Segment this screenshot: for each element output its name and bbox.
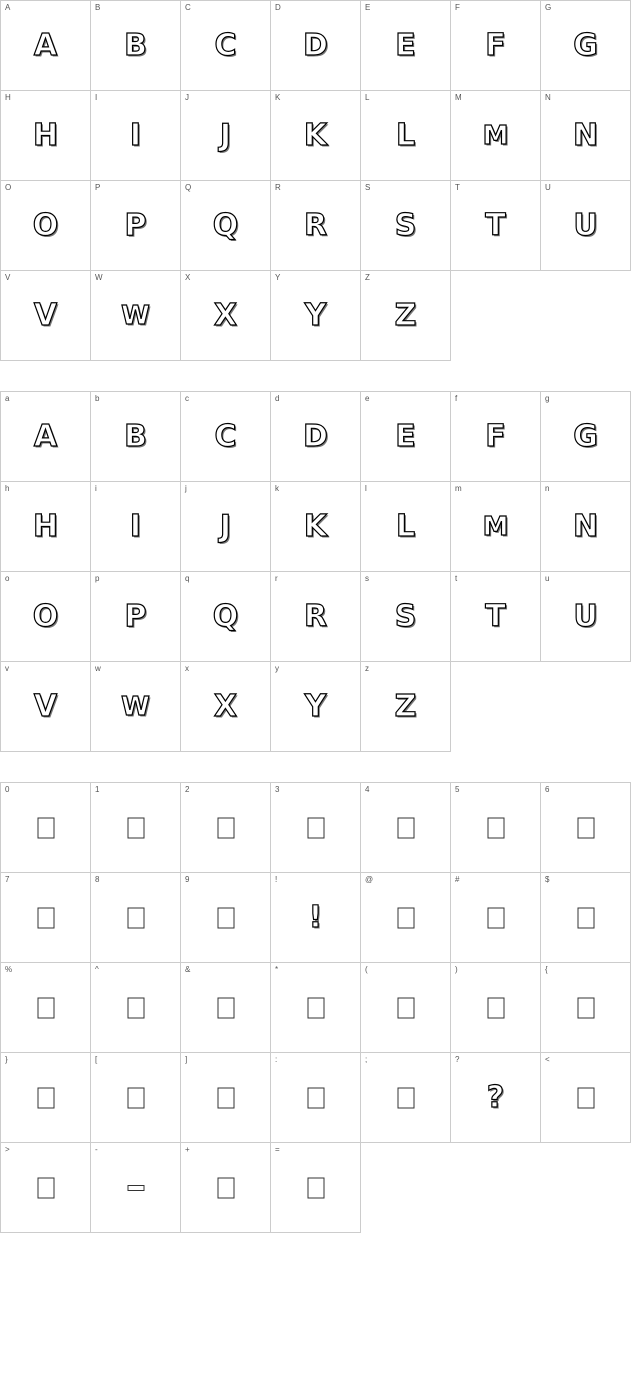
cell-key-label: E <box>365 3 371 12</box>
glyph-cell[interactable] <box>1 1 91 91</box>
cell-key-label: = <box>275 1145 280 1154</box>
cell-key-label: P <box>95 183 101 192</box>
glyph-cell[interactable] <box>91 783 181 873</box>
glyph-render: H <box>32 117 59 153</box>
glyph-render: O <box>32 207 59 243</box>
glyph-render: N <box>572 508 599 544</box>
cell-key-label: v <box>5 664 9 673</box>
cell-key-label: C <box>185 3 191 12</box>
glyph-cell[interactable] <box>451 1 541 91</box>
cell-key-label: z <box>365 664 369 673</box>
glyph-row <box>1 572 631 662</box>
glyph-row <box>1 482 631 572</box>
glyph-cell-empty <box>451 271 541 361</box>
glyph-cell[interactable] <box>271 271 361 361</box>
glyph-row <box>1 1 631 91</box>
glyph-cell[interactable] <box>541 91 631 181</box>
glyph-cell[interactable] <box>91 482 181 572</box>
glyph-cell[interactable] <box>1 1053 91 1143</box>
cell-key-label: s <box>365 574 369 583</box>
missing-glyph-box-icon <box>577 817 594 838</box>
glyph-render: ! <box>308 899 323 935</box>
cell-key-label: M <box>455 93 462 102</box>
missing-glyph-box-icon <box>217 817 234 838</box>
glyph-render: E <box>395 418 416 454</box>
glyph-row <box>1 181 631 271</box>
cell-key-label: 9 <box>185 875 190 884</box>
glyph-cell[interactable] <box>91 572 181 662</box>
glyph-render: V <box>33 688 58 724</box>
cell-key-label: ) <box>455 965 458 974</box>
cell-key-label: + <box>185 1145 190 1154</box>
cell-key-label: % <box>5 965 13 974</box>
missing-glyph-box-icon <box>577 997 594 1018</box>
glyph-render: F <box>485 27 506 63</box>
glyph-cell[interactable] <box>271 392 361 482</box>
cell-key-label: f <box>455 394 458 403</box>
glyph-cell[interactable] <box>451 482 541 572</box>
cell-key-label: O <box>5 183 12 192</box>
glyph-cell[interactable] <box>271 662 361 752</box>
glyph-cell[interactable] <box>1 482 91 572</box>
hyphen-glyph-icon <box>127 1185 144 1191</box>
cell-key-label: < <box>545 1055 550 1064</box>
glyph-render: X <box>213 688 238 724</box>
glyph-render: U <box>573 598 598 634</box>
glyph-cell[interactable] <box>361 1053 451 1143</box>
cell-key-label: Q <box>185 183 192 192</box>
glyph-cell[interactable] <box>451 873 541 963</box>
missing-glyph-box-icon <box>127 817 144 838</box>
missing-glyph-box-icon <box>307 997 324 1018</box>
glyph-render: D <box>303 418 328 454</box>
cell-key-label: 8 <box>95 875 100 884</box>
cell-key-label: V <box>5 273 11 282</box>
glyph-render: B <box>124 27 147 63</box>
glyph-cell[interactable] <box>271 1 361 91</box>
cell-key-label: ] <box>185 1055 188 1064</box>
glyph-cell[interactable] <box>181 873 271 963</box>
glyph-render: J <box>219 117 232 153</box>
glyph-cell[interactable] <box>361 482 451 572</box>
glyph-row <box>1 963 631 1053</box>
glyph-render: P <box>124 207 147 243</box>
glyph-cell[interactable] <box>271 482 361 572</box>
cell-key-label: 5 <box>455 785 460 794</box>
glyph-row <box>1 392 631 482</box>
cell-key-label: * <box>275 965 279 974</box>
glyph-render: M <box>482 120 509 151</box>
glyph-cell-empty <box>541 662 631 752</box>
glyph-render: K <box>303 117 328 153</box>
cell-key-label: p <box>95 574 100 583</box>
glyph-render: K <box>303 508 328 544</box>
glyph-render: Z <box>394 297 417 333</box>
glyph-render: T <box>485 598 506 634</box>
glyph-cell[interactable] <box>451 783 541 873</box>
glyph-row <box>1 1143 631 1233</box>
glyph-render: W <box>121 300 150 331</box>
cell-key-label: t <box>455 574 458 583</box>
cell-key-label: x <box>185 664 189 673</box>
glyph-cell[interactable] <box>451 91 541 181</box>
missing-glyph-box-icon <box>127 1087 144 1108</box>
glyph-row <box>1 783 631 873</box>
glyph-cell[interactable] <box>271 181 361 271</box>
missing-glyph-box-icon <box>217 997 234 1018</box>
cell-key-label: g <box>545 394 550 403</box>
glyph-render: A <box>33 27 58 63</box>
cell-key-label: ^ <box>95 965 99 974</box>
cell-key-label: ; <box>365 1055 368 1064</box>
cell-key-label: d <box>275 394 280 403</box>
glyph-cell[interactable] <box>361 572 451 662</box>
missing-glyph-box-icon <box>37 1087 54 1108</box>
glyph-cell[interactable] <box>361 271 451 361</box>
cell-key-label: k <box>275 484 279 493</box>
glyph-cell[interactable] <box>541 392 631 482</box>
glyph-render: Q <box>212 598 239 634</box>
glyph-cell-empty <box>541 1143 631 1233</box>
cell-key-label: 3 <box>275 785 280 794</box>
glyph-render: A <box>33 418 58 454</box>
cell-key-label: 4 <box>365 785 370 794</box>
cell-key-label: 6 <box>545 785 550 794</box>
cell-key-label: a <box>5 394 10 403</box>
glyph-render: Z <box>394 688 417 724</box>
glyph-cell[interactable] <box>451 392 541 482</box>
glyph-cell[interactable] <box>181 1143 271 1233</box>
cell-key-label: c <box>185 394 189 403</box>
uppercase-section <box>0 0 631 361</box>
missing-glyph-box-icon <box>307 1177 324 1198</box>
glyph-cell[interactable] <box>1 963 91 1053</box>
glyph-cell[interactable] <box>271 783 361 873</box>
glyph-render: X <box>213 297 238 333</box>
missing-glyph-box-icon <box>487 997 504 1018</box>
glyph-render: H <box>32 508 59 544</box>
glyph-row <box>1 91 631 181</box>
glyph-cell[interactable] <box>1 271 91 361</box>
cell-key-label: A <box>5 3 11 12</box>
cell-key-label: 1 <box>95 785 100 794</box>
cell-key-label: b <box>95 394 100 403</box>
section-gap <box>0 361 640 391</box>
cell-key-label: D <box>275 3 281 12</box>
glyph-render: N <box>572 117 599 153</box>
cell-key-label: G <box>545 3 552 12</box>
glyph-cell[interactable] <box>271 1053 361 1143</box>
glyph-cell[interactable] <box>361 963 451 1053</box>
glyph-cell[interactable] <box>451 572 541 662</box>
missing-glyph-box-icon <box>37 997 54 1018</box>
glyph-cell[interactable] <box>1 91 91 181</box>
missing-glyph-box-icon <box>37 1177 54 1198</box>
glyph-cell[interactable] <box>181 181 271 271</box>
missing-glyph-box-icon <box>127 907 144 928</box>
cell-key-label: w <box>95 664 101 673</box>
cell-key-label: r <box>275 574 278 583</box>
cell-key-label: } <box>5 1055 8 1064</box>
missing-glyph-box-icon <box>307 1087 324 1108</box>
glyph-cell[interactable] <box>361 662 451 752</box>
glyph-cell[interactable] <box>181 271 271 361</box>
glyph-render: ? <box>486 1079 505 1115</box>
glyph-render: Q <box>212 207 239 243</box>
cell-key-label: @ <box>365 875 374 884</box>
cell-key-label: # <box>455 875 460 884</box>
cell-key-label: $ <box>545 875 550 884</box>
glyph-cell[interactable] <box>181 963 271 1053</box>
missing-glyph-box-icon <box>217 1177 234 1198</box>
cell-key-label: [ <box>95 1055 98 1064</box>
cell-key-label: m <box>455 484 462 493</box>
missing-glyph-box-icon <box>37 907 54 928</box>
glyph-render: W <box>121 691 150 722</box>
glyph-cell[interactable] <box>1 181 91 271</box>
glyph-render: C <box>214 418 237 454</box>
glyph-render: S <box>394 207 417 243</box>
glyph-cell[interactable] <box>91 271 181 361</box>
glyph-cell[interactable] <box>181 392 271 482</box>
glyph-cell[interactable] <box>451 963 541 1053</box>
cell-key-label: o <box>5 574 10 583</box>
glyph-render: M <box>482 511 509 542</box>
glyph-render: B <box>124 418 147 454</box>
glyph-render: S <box>394 598 417 634</box>
cell-key-label: Z <box>365 273 370 282</box>
glyph-cell[interactable] <box>91 963 181 1053</box>
glyph-render: I <box>129 508 142 544</box>
glyph-render: R <box>303 207 328 243</box>
cell-key-label: W <box>95 273 103 282</box>
glyph-cell[interactable] <box>91 1 181 91</box>
glyph-cell[interactable] <box>361 392 451 482</box>
glyph-render: I <box>129 117 142 153</box>
glyph-cell[interactable] <box>181 1 271 91</box>
cell-key-label: i <box>95 484 97 493</box>
glyph-cell[interactable] <box>361 873 451 963</box>
glyph-cell-empty <box>451 662 541 752</box>
glyph-render: P <box>124 598 147 634</box>
cell-key-label: X <box>185 273 191 282</box>
cell-key-label: T <box>455 183 460 192</box>
glyph-render: G <box>573 27 598 63</box>
cell-key-label: q <box>185 574 190 583</box>
cell-key-label: B <box>95 3 101 12</box>
glyph-cell[interactable] <box>541 572 631 662</box>
glyph-cell[interactable] <box>541 1 631 91</box>
glyph-cell[interactable] <box>1 572 91 662</box>
digits-symbols-section <box>0 782 631 1233</box>
cell-key-label: N <box>545 93 551 102</box>
cell-key-label: u <box>545 574 550 583</box>
missing-glyph-box-icon <box>127 997 144 1018</box>
missing-glyph-box-icon <box>397 907 414 928</box>
glyph-cell[interactable] <box>271 91 361 181</box>
glyph-cell[interactable] <box>1 783 91 873</box>
glyph-cell[interactable] <box>451 181 541 271</box>
glyph-cell-empty <box>451 1143 541 1233</box>
glyph-row <box>1 873 631 963</box>
glyph-cell[interactable] <box>91 392 181 482</box>
missing-glyph-box-icon <box>397 997 414 1018</box>
cell-key-label: 0 <box>5 785 10 794</box>
glyph-cell[interactable] <box>181 662 271 752</box>
cell-key-label: 2 <box>185 785 190 794</box>
cell-key-label: ( <box>365 965 368 974</box>
cell-key-label: & <box>185 965 191 974</box>
glyph-cell[interactable] <box>181 572 271 662</box>
section-gap <box>0 752 640 782</box>
glyph-cell[interactable] <box>1 873 91 963</box>
glyph-cell[interactable] <box>181 1053 271 1143</box>
cell-key-label: n <box>545 484 550 493</box>
glyph-render: L <box>395 508 416 544</box>
glyph-render: T <box>485 207 506 243</box>
glyph-render: L <box>395 117 416 153</box>
glyph-row <box>1 662 631 752</box>
missing-glyph-box-icon <box>397 1087 414 1108</box>
glyph-cell[interactable] <box>1 1143 91 1233</box>
glyph-cell[interactable] <box>271 963 361 1053</box>
cell-key-label: I <box>95 93 98 102</box>
glyph-cell[interactable] <box>541 181 631 271</box>
glyph-cell[interactable] <box>271 1143 361 1233</box>
glyph-cell[interactable] <box>91 662 181 752</box>
glyph-render: V <box>33 297 58 333</box>
glyph-render: U <box>573 207 598 243</box>
glyph-cell[interactable] <box>91 91 181 181</box>
missing-glyph-box-icon <box>487 817 504 838</box>
cell-key-label: { <box>545 965 548 974</box>
cell-key-label: l <box>365 484 367 493</box>
cell-key-label: j <box>185 484 187 493</box>
cell-key-label: Y <box>275 273 281 282</box>
glyph-render: C <box>214 27 237 63</box>
missing-glyph-box-icon <box>577 1087 594 1108</box>
cell-key-label: > <box>5 1145 10 1154</box>
cell-key-label: F <box>455 3 460 12</box>
glyph-cell[interactable] <box>181 482 271 572</box>
glyph-render: F <box>485 418 506 454</box>
missing-glyph-box-icon <box>217 907 234 928</box>
glyph-cell-empty <box>541 271 631 361</box>
glyph-cell[interactable] <box>1 662 91 752</box>
cell-key-label: - <box>95 1145 98 1154</box>
missing-glyph-box-icon <box>37 817 54 838</box>
glyph-cell[interactable] <box>181 783 271 873</box>
glyph-render: O <box>32 598 59 634</box>
cell-key-label: 7 <box>5 875 10 884</box>
missing-glyph-box-icon <box>217 1087 234 1108</box>
glyph-row <box>1 1053 631 1143</box>
cell-key-label: R <box>275 183 281 192</box>
glyph-cell[interactable] <box>91 1143 181 1233</box>
glyph-render: D <box>303 27 328 63</box>
glyph-cell[interactable] <box>91 181 181 271</box>
glyph-cell[interactable] <box>541 783 631 873</box>
glyph-cell[interactable] <box>361 181 451 271</box>
glyph-render: E <box>395 27 416 63</box>
missing-glyph-box-icon <box>487 907 504 928</box>
glyph-cell[interactable] <box>451 1053 541 1143</box>
glyph-cell-empty <box>361 1143 451 1233</box>
cell-key-label: U <box>545 183 551 192</box>
glyph-cell[interactable] <box>361 91 451 181</box>
glyph-render: R <box>303 598 328 634</box>
cell-key-label: K <box>275 93 281 102</box>
glyph-cell[interactable] <box>541 963 631 1053</box>
glyph-render: Y <box>304 297 327 333</box>
glyph-cell[interactable] <box>361 1 451 91</box>
glyph-render: Y <box>304 688 327 724</box>
glyph-row <box>1 271 631 361</box>
cell-key-label: J <box>185 93 189 102</box>
cell-key-label: y <box>275 664 279 673</box>
glyph-cell[interactable] <box>541 873 631 963</box>
glyph-render: J <box>219 508 232 544</box>
glyph-cell[interactable] <box>361 783 451 873</box>
glyph-cell[interactable] <box>91 1053 181 1143</box>
glyph-cell[interactable] <box>541 482 631 572</box>
glyph-cell[interactable] <box>271 873 361 963</box>
glyph-cell[interactable] <box>181 91 271 181</box>
glyph-cell[interactable] <box>541 1053 631 1143</box>
cell-key-label: h <box>5 484 10 493</box>
cell-key-label: H <box>5 93 11 102</box>
glyph-cell[interactable] <box>1 392 91 482</box>
lowercase-section <box>0 391 631 752</box>
cell-key-label: L <box>365 93 370 102</box>
cell-key-label: S <box>365 183 371 192</box>
glyph-cell[interactable] <box>271 572 361 662</box>
cell-key-label: ! <box>275 875 278 884</box>
missing-glyph-box-icon <box>397 817 414 838</box>
glyph-cell[interactable] <box>91 873 181 963</box>
missing-glyph-box-icon <box>307 817 324 838</box>
cell-key-label: ? <box>455 1055 460 1064</box>
glyph-render: G <box>573 418 598 454</box>
cell-key-label: e <box>365 394 370 403</box>
cell-key-label: : <box>275 1055 278 1064</box>
missing-glyph-box-icon <box>577 907 594 928</box>
